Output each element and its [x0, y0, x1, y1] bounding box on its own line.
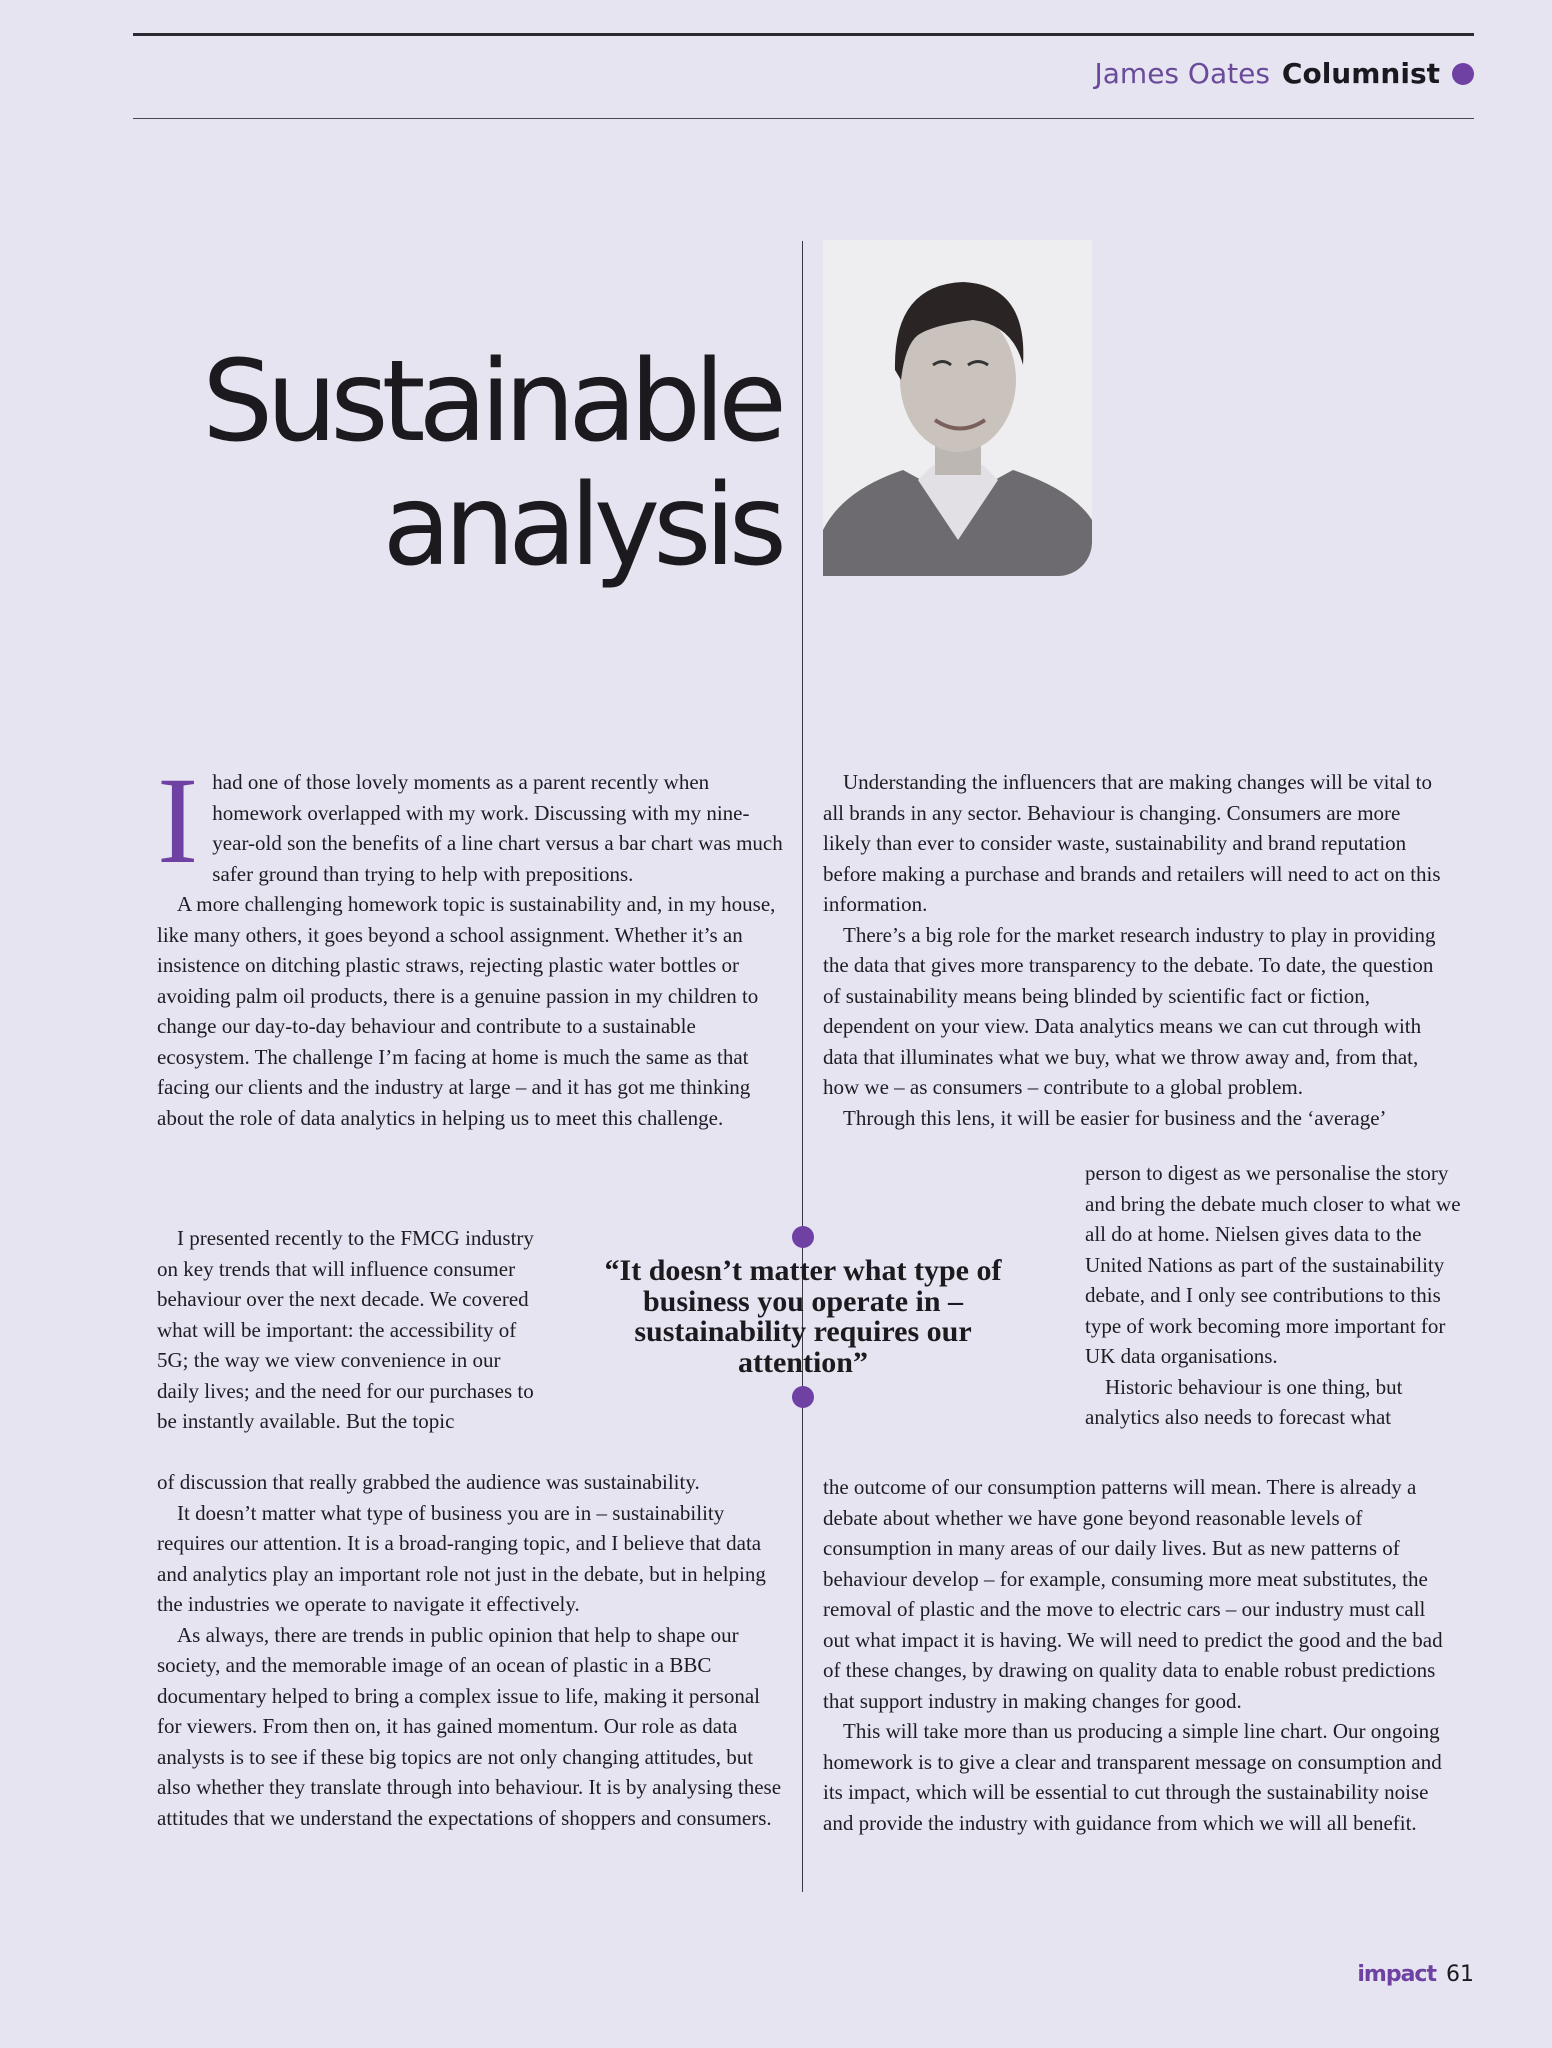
right-column-bottom: [823, 1472, 1453, 1838]
author-role: Columnist: [1281, 57, 1440, 90]
pull-quote-dot-icon: [792, 1386, 814, 1408]
paragraph: person to digest as we personalise the story and bring the debate much closer to what we all do at home. Nielsen gives data to the United Nations as part of the sustainability debate, and I only see contributions to this type of work becoming more important for UK data organisations.: [1085, 1161, 1461, 1368]
paragraph: the outcome of our consumption patterns will mean. There is already a debate about whether we have gone beyond reasonable levels of consumption in many areas of our daily lives. But as new patterns of behaviour develop – for example, consuming more meat substitutes, the removal of plastic and the move to electric cars – our industry must call out what impact it is having. We will need to predict the good and the bad of these changes, by drawing on quality data to enable robust predictions that support industry in making changes for good.: [823, 1475, 1443, 1713]
left-column-top: [157, 752, 785, 1133]
paragraph: Through this lens, it will be easier for business and the ‘average’: [843, 1105, 1387, 1130]
article-headline: [100, 337, 780, 591]
paragraph: It doesn’t matter what type of business you are in – sustainability requires our attention. It is a broad-ranging topic, and I believe that data and analytics play an important role not just in the debate, but in helping the industries we operate to navigate it effectively.: [157, 1500, 766, 1616]
paragraph: I presented recently to the FMCG industry on key trends that will influence consumer behaviour over the next decade. We covered what will be important: the accessibility of 5G; the way we view convenience in our daily lives; and the need for our purchases to be instantly available. But the topic: [157, 1226, 534, 1433]
right-column-top: [823, 767, 1453, 1133]
left-column-wrap: [157, 1223, 547, 1437]
drop-cap: I: [157, 752, 199, 889]
headline-line-1: Sustainable: [202, 337, 780, 467]
paragraph: This will take more than us producing a simple line chart. Our ongoing homework is to give a clear and transparent message on consumption and its impact, which will be essential to cut through the sustainability noise and provide the industry with guidance from which we will all benefit.: [823, 1719, 1442, 1835]
paragraph: As always, there are trends in public opinion that help to shape our society, and the memorable image of an ocean of plastic in a BBC documentary helped to bring a complex issue to life, making it personal for viewers. From then on, it has gained momentum. Our role as data analysts is to see if these big topics are not only changing attitudes, but also whether they translate through into behaviour. It is by analysing these attitudes that we understand the expectations of shoppers and consumers.: [157, 1622, 782, 1830]
pull-quote-dot-icon: [792, 1226, 814, 1248]
paragraph: Historic behaviour is one thing, but analytics also needs to forecast what: [1085, 1374, 1403, 1429]
paragraph: Understanding the influencers that are making changes will be vital to all brands in any sector. Behaviour is changing. Consumers are more likely than ever to consider waste, sustainability and brand reputation before making a purchase and brands and retailers will need to act on this information.: [823, 770, 1441, 916]
magazine-logo: impact: [1357, 1962, 1436, 1987]
right-column-wrap: [1085, 1158, 1463, 1433]
top-rule: [133, 33, 1474, 36]
paragraph: There’s a big role for the market research industry to play in providing the data that gives more transparency to the debate. To date, the question of sustainability means being blinded by scientific fact or fiction, dependent on your view. Data analytics means we can cut through with data that illuminates what we buy, what we throw away and, from that, how we – as consumers – contribute to a global problem.: [823, 922, 1436, 1099]
pull-quote: [603, 1226, 1003, 1408]
columnist-header: [1095, 57, 1474, 90]
author-photo: [823, 240, 1092, 576]
pull-quote-text: “It doesn’t matter what type of business you operate in – sustainability requires our attention”: [604, 1254, 1002, 1379]
page-footer: [1357, 1962, 1474, 1987]
page-number: 61: [1446, 1962, 1474, 1987]
paragraph: had one of those lovely moments as a parent recently when homework overlapped with my work. Discussing with my nine-year-old son the benefits of a line chart versus a bar chart was much safer ground than trying to help with prepositions.: [212, 770, 783, 886]
paragraph: A more challenging homework topic is sustainability and, in my house, like many others, it goes beyond a school assignment. Whether it’s an insistence on ditching plastic straws, rejecting plastic water bottles or avoiding palm oil products, there is a genuine passion in my children to change our day-to-day behaviour and contribute to a sustainable ecosystem. The challenge I’m facing at home is much the same as that facing our clients and the industry at large – and it has got me thinking about the role of data analytics in helping us to meet this challenge.: [157, 892, 776, 1130]
accent-dot-icon: [1452, 63, 1474, 85]
headline-line-2: analysis: [382, 461, 780, 591]
author-name: James Oates: [1094, 57, 1270, 90]
header-rule: [133, 118, 1474, 119]
paragraph: of discussion that really grabbed the audience was sustainability.: [157, 1470, 700, 1494]
left-column-bottom: [157, 1467, 785, 1833]
column-divider: [802, 241, 803, 1892]
